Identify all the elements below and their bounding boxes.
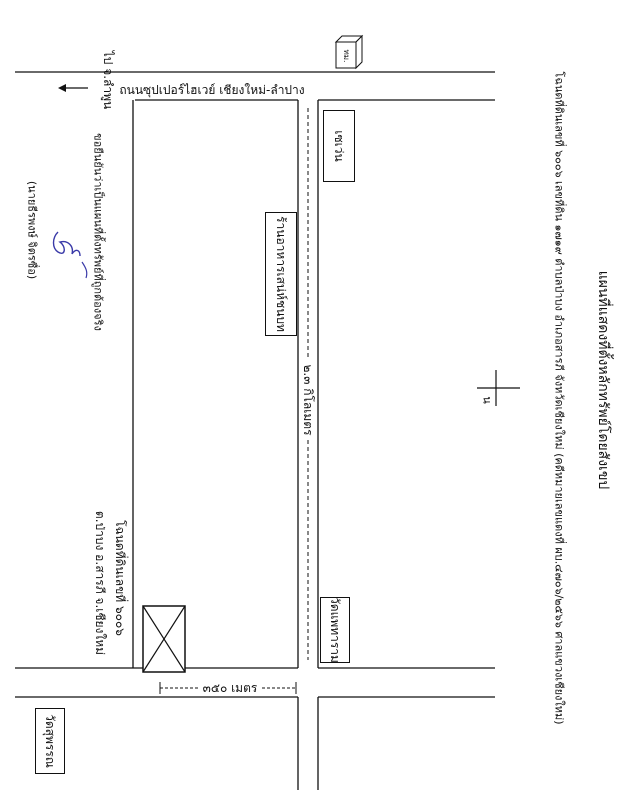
wat-pa-label: วัดแพทาราม xyxy=(328,597,342,663)
distance-main-label: ๒.๓ กิโลเมตร xyxy=(301,364,315,436)
restaurant-label: ร้านอาหารเสน่ห์ชนบท xyxy=(274,216,288,332)
landmark-seven-eleven xyxy=(323,110,355,182)
certify-text: ขอยืนยันว่าเป็นแผนที่ตั้งทรัพย์ที่ถูกต้องจริง xyxy=(91,133,105,331)
distance-short-label: ๓๕๐ เมตร xyxy=(202,681,258,695)
page-title: แผนที่แสดงที่ตั้งหลักทรัพย์โดยสังเขป xyxy=(595,270,611,490)
landmark-wat-bottom xyxy=(35,708,65,774)
signature-strokes xyxy=(54,232,81,256)
to-lamphun-label: ไป จ.ลำพูน xyxy=(101,50,115,110)
parcel-label-2: ต.ป่าบง อ.สารภี จ.เชียงใหม่ xyxy=(93,510,107,656)
to-lamphun-arrow-head xyxy=(58,84,66,92)
signer-name: (นายธีรพงษ์ จิตรซื่อ) xyxy=(25,180,39,280)
wat-bottom-label: วัดสุพรรณ xyxy=(43,714,57,768)
building-side-face xyxy=(356,36,362,68)
north-label: น xyxy=(480,396,494,404)
building-label: ทม. xyxy=(342,49,351,63)
parcel-label-1: โฉนดที่ดินเลขที่ ๖๐๐๖ xyxy=(113,520,127,636)
landmark-restaurant xyxy=(265,212,297,336)
highway-label: ถนนซุปเปอร์ไฮเวย์ เชียงใหม่-ลำปาง xyxy=(119,83,305,97)
signature-flourish xyxy=(82,262,87,278)
seven-eleven-label: เซเว่น xyxy=(332,130,346,162)
landmark-wat-pa xyxy=(320,597,350,663)
page-subtitle: โฉนดที่ดินเลขที่ ๖๐๐๖ เลขที่ดิน ๑๗๑๙ ตำบลป่าบง อำเภอสารภี จังหวัดเชียงใหม่ (คดีหมายเลขแดงที่ ผบ.๔๗๐๖/๒๕๖๖ ศาลแขวงเชียงใหม่) xyxy=(552,71,566,725)
